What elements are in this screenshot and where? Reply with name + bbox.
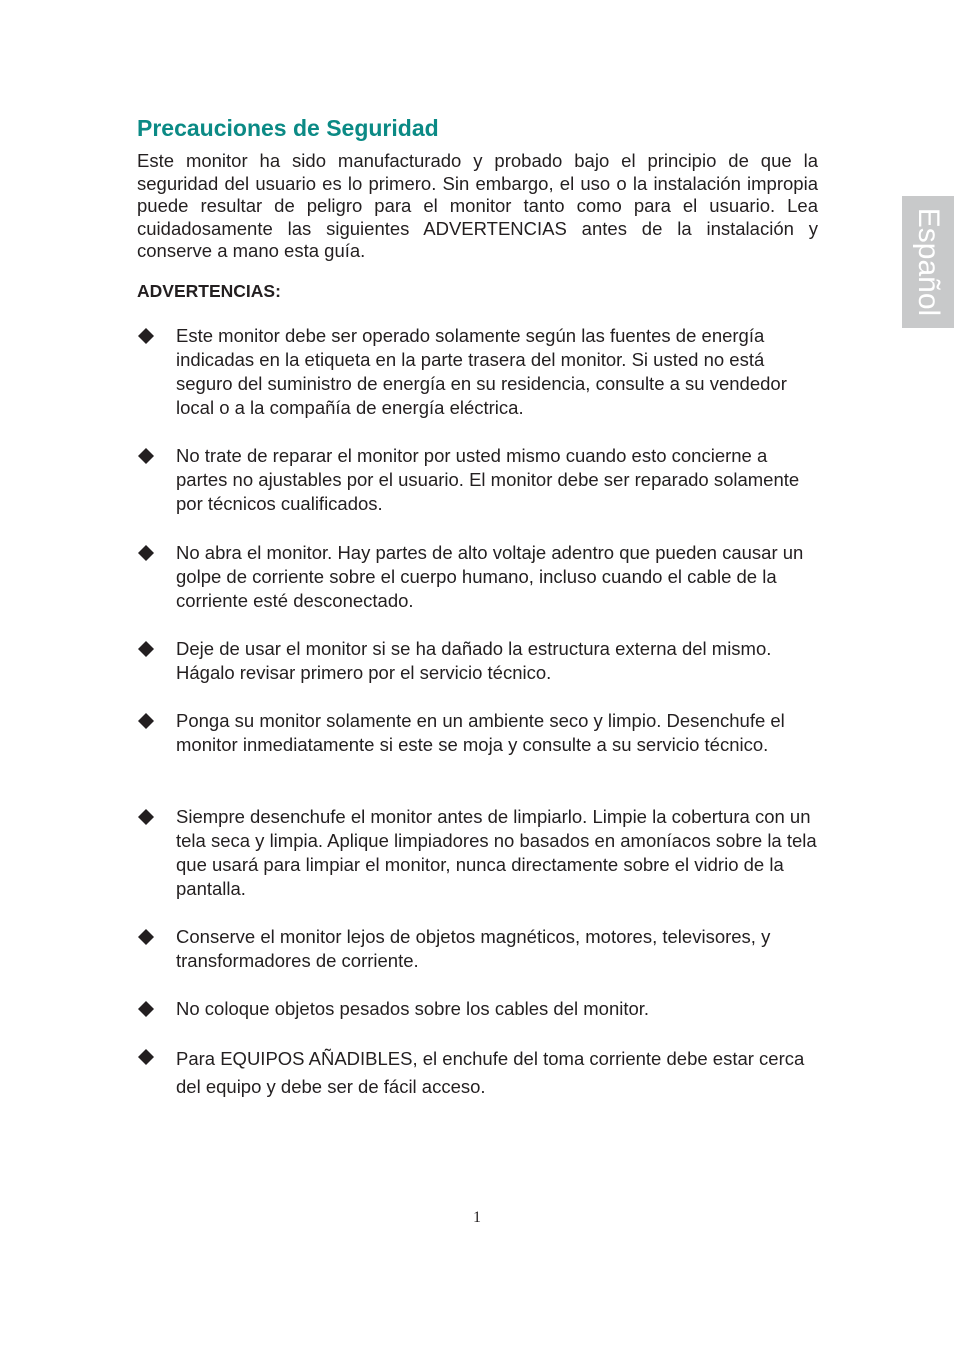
diamond-bullet-icon: [137, 1000, 155, 1018]
diamond-bullet-icon: [137, 712, 155, 730]
warning-text: Ponga su monitor solamente en un ambiente seco y limpio. Desenchufe el monitor inmediatamente si este se moja y consulte a su servicio técnico.: [176, 710, 785, 755]
warning-text: No abra el monitor. Hay partes de alto voltaje adentro que pueden causar un golpe de corriente sobre el cuerpo humano, incluso cuando el cable de la corriente esté desconectado.: [176, 542, 804, 611]
diamond-bullet-icon: [137, 327, 155, 345]
page-number: 1: [473, 1209, 481, 1226]
warning-text: No trate de reparar el monitor por usted mismo cuando esto concierne a partes no ajustables por el usuario. El monitor debe ser reparado solamente por técnicos cualificados.: [176, 445, 800, 514]
intro-paragraph: Este monitor ha sido manufacturado y probado bajo el principio de que la seguridad del usuario es lo primero. Sin embargo, el uso o la instalación impropia puede resultar de peligro para el monitor tanto como para el usuario. Lea cuidadosamente las siguientes ADVERTENCIAS antes de la instalación y conserve a mano esta guía.: [137, 150, 818, 261]
language-tab-label: Español: [912, 207, 945, 317]
diamond-bullet-icon: [137, 808, 155, 826]
diamond-bullet-icon: [137, 1048, 155, 1066]
diamond-bullet-icon: [137, 640, 155, 658]
warning-text: Conserve el monitor lejos de objetos magnéticos, motores, televisores, y transformadores de corriente.: [176, 926, 771, 971]
warning-text: Para EQUIPOS AÑADIBLES, el enchufe del toma corriente debe estar cerca del equipo y debe ser de fácil acceso.: [176, 1048, 805, 1097]
diamond-bullet-icon: [137, 447, 155, 465]
warning-text: Deje de usar el monitor si se ha dañado la estructura externa del mismo. Hágalo revisar primero por el servicio técnico.: [176, 638, 772, 683]
warning-text: Este monitor debe ser operado solamente según las fuentes de energía indicadas en la etiqueta en la parte trasera del monitor. Si usted no está seguro del suministro de energía en su residencia, consulte a su vendedor local o a la compañía de energía eléctrica.: [176, 325, 787, 418]
language-tab: [902, 196, 954, 328]
diamond-bullet-icon: [137, 544, 155, 562]
warning-text: No coloque objetos pesados sobre los cables del monitor.: [176, 998, 650, 1019]
warnings-heading: ADVERTENCIAS:: [137, 281, 281, 301]
warning-text: Siempre desenchufe el monitor antes de limpiarlo. Limpie la cobertura con un tela seca y limpia. Aplique limpiadores no basados en amoníacos sobre la tela que usará para limpiar el monitor, nunca directamente sobre el vidrio de la pantalla.: [176, 806, 817, 899]
diamond-bullet-icon: [137, 928, 155, 946]
page-title: Precauciones de Seguridad: [137, 115, 439, 141]
